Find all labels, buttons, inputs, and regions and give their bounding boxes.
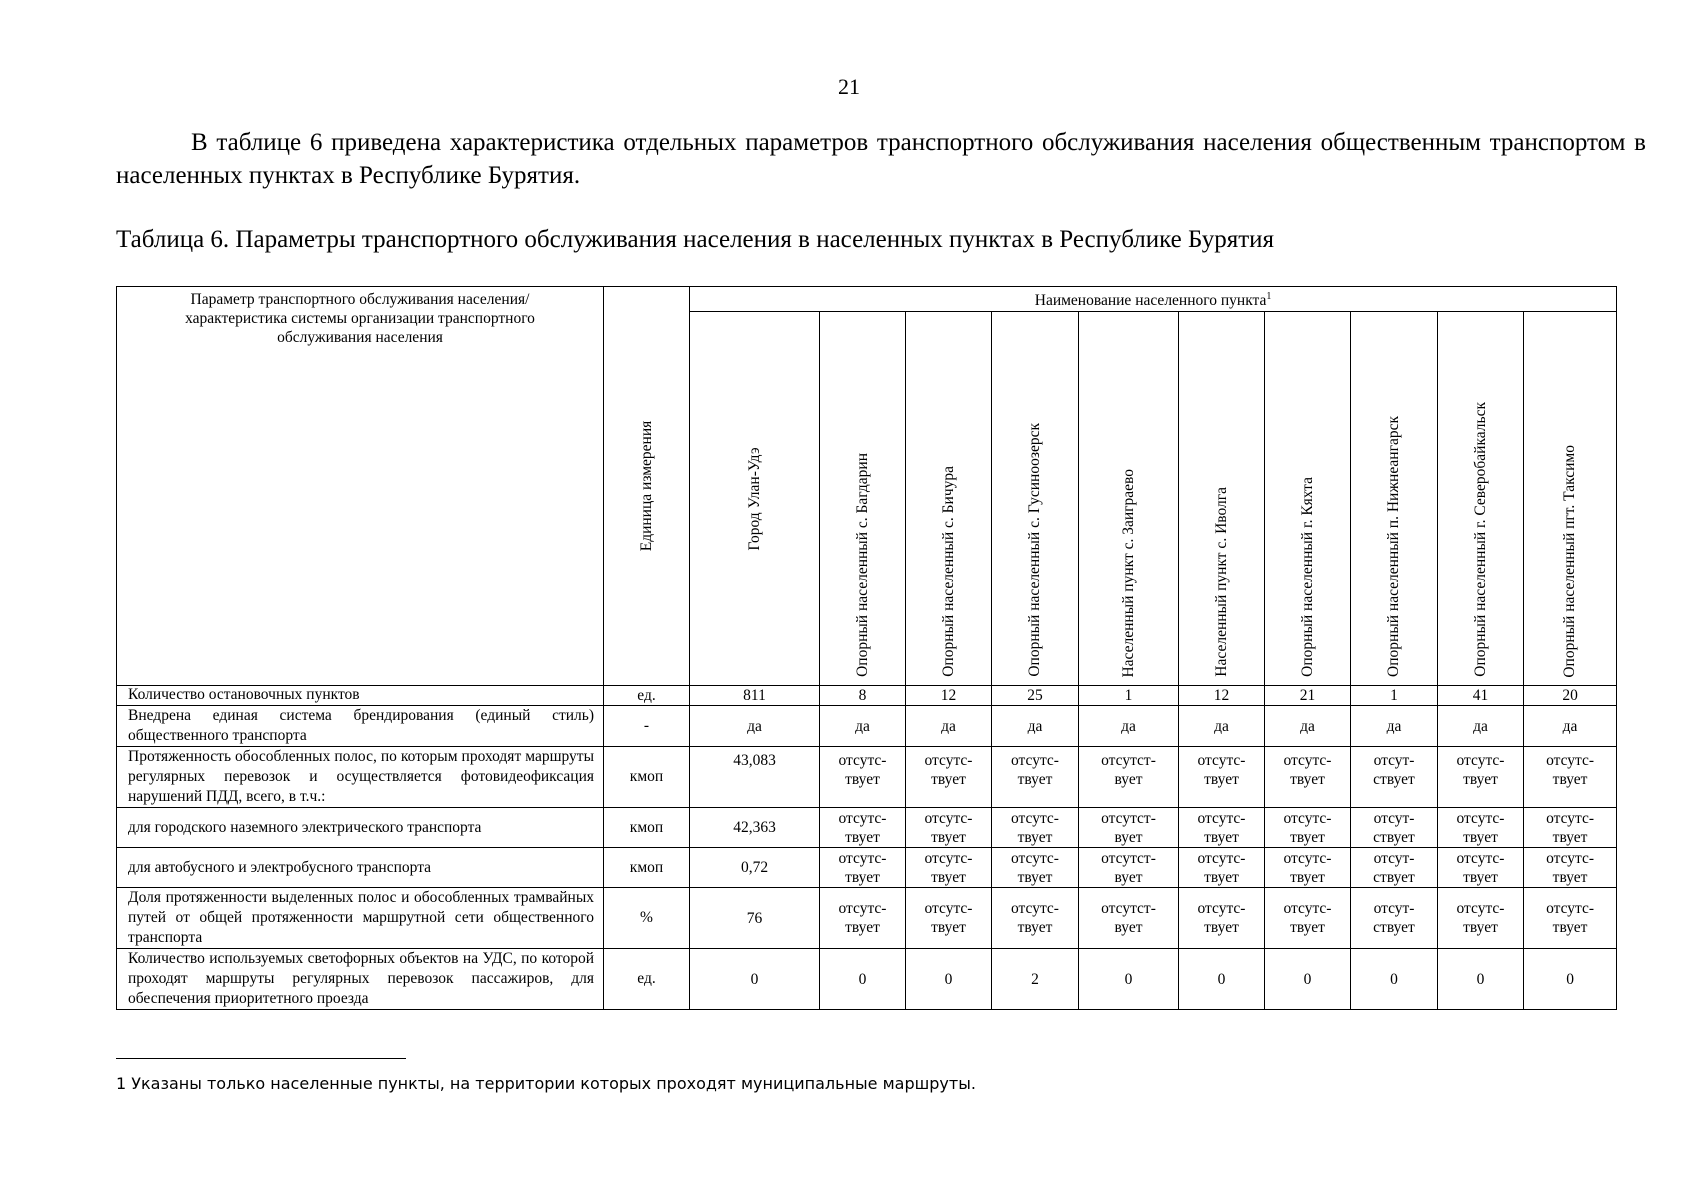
cell-value: 8 [820, 686, 906, 706]
header-settlement: Опорный населенный пгт. Таксимо [1561, 444, 1579, 678]
header-settlement: Опорный населенный с. Бичура [939, 466, 957, 678]
row-unit: % [604, 888, 690, 949]
cell-value: 2 [992, 949, 1079, 1010]
cell-value: 20 [1524, 686, 1617, 706]
footnote-marker: 1 [1266, 291, 1272, 302]
row-parameter: Количество используемых светофорных объектов на УДС, по которой проходят маршруты регулярных перевозок пассажиров, для обеспечения приоритетного проезда [117, 949, 604, 1010]
page-number: 21 [838, 74, 860, 99]
cell-value: да [1524, 706, 1617, 747]
cell-value: отсутст- вует [1079, 808, 1179, 848]
cell-value: отсутс- твует [992, 888, 1079, 949]
cell-value: отсутст- вует [1079, 888, 1179, 949]
header-settlement-cell [1351, 312, 1438, 686]
cell-value: отсутс- твует [1265, 747, 1351, 808]
cell-value: отсутс- твует [1524, 747, 1617, 808]
header-settlement-group-label: Наименование населенного пункта [1034, 292, 1267, 310]
header-unit: Единица измерения [637, 420, 655, 552]
table-row [117, 686, 1617, 706]
cell-value: отсутс- твует [1265, 888, 1351, 949]
cell-value: отсутс- твует [906, 747, 992, 808]
cell-value: отсутс- твует [820, 747, 906, 808]
cell-value: отсут- ствует [1351, 808, 1438, 848]
cell-value: отсутс- твует [992, 747, 1079, 808]
cell-value: 0,72 [690, 848, 820, 888]
cell-value: отсутс- твует [1438, 888, 1524, 949]
cell-value: 0 [1351, 949, 1438, 1010]
header-settlement: Город Улан-Удэ [745, 447, 763, 551]
header-settlement-cell [1524, 312, 1617, 686]
header-parameter: Параметр транспортного обслуживания населения/ характеристика системы организации транспортного обслуживания населения [117, 287, 604, 686]
cell-value: 0 [1265, 949, 1351, 1010]
cell-value: да [1438, 706, 1524, 747]
cell-value: отсутс- твует [1438, 848, 1524, 888]
cell-value: отсутс- твует [906, 888, 992, 949]
footnote-divider [116, 1058, 406, 1059]
cell-value: отсут- ствует [1351, 747, 1438, 808]
header-settlement-group [690, 287, 1617, 312]
cell-value: отсут- ствует [1351, 888, 1438, 949]
cell-value: отсутс- твует [906, 808, 992, 848]
header-settlement-cell [906, 312, 992, 686]
header-settlement: Опорный населенный г. Кяхта [1298, 477, 1316, 678]
cell-value: отсутс- твует [1438, 808, 1524, 848]
cell-value: отсутс- твует [1524, 808, 1617, 848]
cell-value: да [1265, 706, 1351, 747]
cell-value: отсутст- вует [1079, 848, 1179, 888]
table-caption: Таблица 6. Параметры транспортного обслуживания населения в населенных пунктах в Республике Бурятия [116, 226, 1275, 253]
row-unit: ед. [604, 949, 690, 1010]
cell-value: да [820, 706, 906, 747]
row-unit: - [604, 706, 690, 747]
cell-value: 0 [1438, 949, 1524, 1010]
cell-value: отсутс- твует [820, 888, 906, 949]
cell-value: отсутс- твует [1524, 888, 1617, 949]
cell-value: отсутс- твует [820, 808, 906, 848]
cell-value: 1 [1079, 686, 1179, 706]
cell-value: 12 [1179, 686, 1265, 706]
cell-value: да [1351, 706, 1438, 747]
cell-value: 0 [906, 949, 992, 1010]
cell-value: 43,083 [690, 747, 820, 808]
row-parameter: Количество остановочных пунктов [117, 686, 604, 706]
transport-parameters-table [116, 286, 1617, 1010]
row-unit: кмоп [604, 848, 690, 888]
table-row [117, 808, 1617, 848]
header-settlement: Опорный населенный п. Нижнеангарск [1385, 416, 1402, 678]
header-unit-cell [604, 287, 690, 686]
cell-value: отсут- ствует [1351, 848, 1438, 888]
cell-value: отсутс- твует [1179, 747, 1265, 808]
cell-value: 12 [906, 686, 992, 706]
cell-value: 76 [690, 888, 820, 949]
table-row [117, 888, 1617, 949]
cell-value: отсутст- вует [1079, 747, 1179, 808]
cell-value: 0 [1179, 949, 1265, 1010]
cell-value: 41 [1438, 686, 1524, 706]
row-parameter: Протяженность обособленных полос, по которым проходят маршруты регулярных перевозок и осуществляется фотовидеофиксация нарушений ПДД, всего, в т.ч.: [117, 747, 604, 808]
header-settlement-cell [1179, 312, 1265, 686]
header-settlement-cell [992, 312, 1079, 686]
cell-value: 0 [690, 949, 820, 1010]
cell-value: 21 [1265, 686, 1351, 706]
cell-value: отсутс- твует [1265, 808, 1351, 848]
header-settlement: Опорный населенный с. Багдарин [853, 453, 871, 678]
cell-value: да [992, 706, 1079, 747]
header-settlement: Населенный пункт с. Иволга [1212, 487, 1230, 678]
cell-value: отсутс- твует [820, 848, 906, 888]
header-settlement: Населенный пункт с. Заиграево [1119, 468, 1137, 678]
row-unit: ед. [604, 686, 690, 706]
header-settlement-cell [820, 312, 906, 686]
cell-value: 1 [1351, 686, 1438, 706]
header-row-1 [117, 287, 1617, 312]
cell-value: да [1179, 706, 1265, 747]
header-settlement-cell [1265, 312, 1351, 686]
cell-value: отсутс- твует [1524, 848, 1617, 888]
header-settlement: Опорный населенный с. Гусиноозерск [1026, 423, 1043, 678]
intro-paragraph: В таблице 6 приведена характеристика отдельных параметров транспортного обслуживания населения общественным транспортом в населенных пунктах в Республике Бурятия. [116, 129, 1646, 189]
cell-value: отсутс- твует [1265, 848, 1351, 888]
row-parameter: для автобусного и электробусного транспорта [117, 848, 604, 888]
cell-value: отсутс- твует [992, 848, 1079, 888]
footnote: 1 Указаны только населенные пункты, на территории которых проходят муниципальные маршруты. [116, 1074, 976, 1093]
cell-value: отсутс- твует [992, 808, 1079, 848]
table-row [117, 949, 1617, 1010]
cell-value: отсутс- твует [1179, 888, 1265, 949]
cell-value: 0 [820, 949, 906, 1010]
cell-value: 42,363 [690, 808, 820, 848]
cell-value: отсутс- твует [906, 848, 992, 888]
cell-value: отсутс- твует [1179, 808, 1265, 848]
table-row [117, 848, 1617, 888]
row-parameter: Внедрена единая система брендирования (единый стиль) общественного транспорта [117, 706, 604, 747]
table-row [117, 747, 1617, 808]
cell-value: 0 [1079, 949, 1179, 1010]
cell-value: отсутс- твует [1438, 747, 1524, 808]
table-body [117, 686, 1617, 1010]
cell-value: да [690, 706, 820, 747]
table-row [117, 706, 1617, 747]
row-unit: кмоп [604, 747, 690, 808]
cell-value: 25 [992, 686, 1079, 706]
header-settlement: Опорный населенный г. Северобайкальск [1471, 402, 1489, 678]
cell-value: да [906, 706, 992, 747]
header-settlement-cell [1438, 312, 1524, 686]
cell-value: 811 [690, 686, 820, 706]
cell-value: да [1079, 706, 1179, 747]
cell-value: отсутс- твует [1179, 848, 1265, 888]
row-parameter: Доля протяженности выделенных полос и обособленных трамвайных путей от общей протяженности маршрутной сети общественного транспорта [117, 888, 604, 949]
row-unit: кмоп [604, 808, 690, 848]
cell-value: 0 [1524, 949, 1617, 1010]
row-parameter: для городского наземного электрического транспорта [117, 808, 604, 848]
header-settlement-cell [1079, 312, 1179, 686]
header-settlement-cell [690, 312, 820, 686]
